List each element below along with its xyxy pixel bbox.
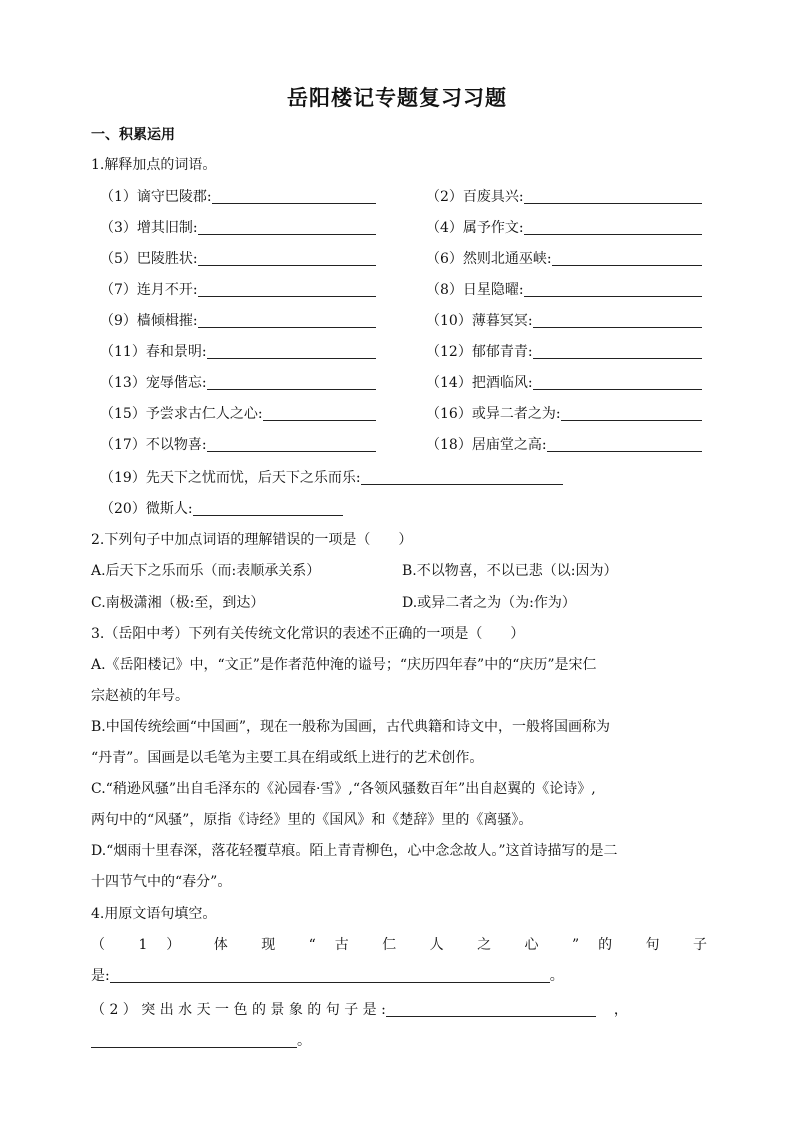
option-d-line-1: D.“烟雨十里春深，落花轻覆草痕。陌上青青柳色，心中念念故人。”这首诗描写的是二: [91, 843, 618, 859]
item-label: （16）或异二者之为:: [426, 406, 561, 422]
question-1-item: [426, 311, 702, 331]
answer-blank[interactable]: [91, 1033, 297, 1048]
item-label: （19）先天下之忧而忧，后天下之乐而乐:: [100, 470, 361, 486]
answer-blank[interactable]: [198, 282, 376, 297]
question-4-sentence-1-blank-line: [91, 966, 564, 986]
question-1-item: [426, 280, 702, 300]
item-label: （15）予尝求古仁人之心:: [100, 406, 263, 422]
option-c-line-2: 两句中的“风骚”，原指《诗经》里的《国风》和《楚辞》里的《离骚》。: [91, 812, 533, 828]
item-label: （14）把酒临风:: [426, 375, 533, 391]
answer-blank[interactable]: [533, 375, 702, 390]
answer-blank[interactable]: [524, 282, 702, 297]
item-label: （ 2 ） 突 出 水 天 一 色 的 景 象 的 句 子 是 :: [91, 1002, 386, 1018]
question-1-item: [100, 187, 376, 207]
answer-blank[interactable]: [207, 375, 376, 390]
question-1-item: [100, 311, 376, 331]
question-1-item: [100, 218, 376, 238]
answer-blank[interactable]: [524, 189, 702, 204]
option-a: A.后天下之乐而乐（而:表顺承关系）: [91, 563, 321, 579]
option-c: C.南极潇湘（极:至，到达）: [91, 595, 265, 611]
comma: ，: [613, 1002, 628, 1018]
question-1-item: [426, 373, 702, 393]
answer-blank[interactable]: [533, 313, 702, 328]
item-label: （13）宠辱偕忘:: [100, 375, 207, 391]
option-d-line-2: 十四节气中的“春分”。: [91, 874, 232, 890]
answer-blank[interactable]: [207, 344, 376, 359]
answer-blank[interactable]: [552, 251, 702, 266]
option-a-line-1: A.《岳阳楼记》中，“文正”是作者范仲淹的谥号；“庆历四年春”中的“庆历”是宋仁: [91, 657, 597, 673]
answer-blank[interactable]: [533, 344, 702, 359]
question-1-item: [426, 342, 702, 362]
item-label: （7）连月不开:: [100, 282, 198, 298]
item-label: （12）郁郁青青:: [426, 344, 533, 360]
question-1-item: [426, 187, 702, 207]
item-label: （6）然则北通巫峡:: [426, 251, 552, 267]
question-3-prompt: 3.（岳阳中考）下列有关传统文化常识的表述不正确的一项是（ ）: [91, 626, 525, 642]
question-1-item-19: [100, 468, 563, 488]
answer-blank[interactable]: [198, 313, 376, 328]
question-1-item: [426, 249, 702, 269]
item-label: （20）微斯人:: [100, 501, 193, 517]
answer-blank[interactable]: [212, 189, 376, 204]
item-label: （18）居庙堂之高:: [426, 437, 547, 453]
item-label: （3）增其旧制:: [100, 220, 198, 236]
option-a-line-2: 宗赵祯的年号。: [91, 688, 189, 704]
answer-blank[interactable]: [361, 470, 563, 485]
item-label: （2）百废具兴:: [426, 189, 524, 205]
section-heading: 一、积累运用: [91, 127, 175, 143]
answer-blank[interactable]: [263, 406, 376, 421]
item-label: （9）樯倾楫摧:: [100, 313, 198, 329]
question-4-sentence-2-continued: [91, 1031, 311, 1051]
question-1-item: [100, 342, 376, 362]
question-1-item: [100, 373, 376, 393]
period: 。: [297, 1033, 311, 1049]
option-d: D.或异二者之为（为:作为）: [402, 595, 576, 611]
answer-blank[interactable]: [386, 1002, 596, 1017]
answer-blank[interactable]: [524, 220, 702, 235]
question-4-sentence-2: [91, 1000, 628, 1020]
item-label: （11）春和景明:: [100, 344, 207, 360]
answer-blank[interactable]: [561, 406, 702, 421]
question-1-item: [100, 404, 376, 424]
option-b-line-1: B.中国传统绘画“中国画”，现在一般称为国画，古代典籍和诗文中，一般将国画称为: [91, 719, 611, 735]
question-1-prompt: 1.解释加点的词语。: [91, 157, 217, 173]
question-1-item: [100, 280, 376, 300]
item-label: （17）不以物喜:: [100, 437, 207, 453]
question-1-item: [426, 218, 702, 238]
item-label: （4）属予作文:: [426, 220, 524, 236]
period: 。: [549, 968, 564, 984]
question-4-sentence-1: （ 1 ） 体 现 “ 古 仁 人 之 心 ” 的 句 子: [91, 937, 707, 953]
item-label: （8）日星隐曜:: [426, 282, 524, 298]
option-b-line-2: “丹青”。国画是以毛笔为主要工具在绢或纸上进行的艺术创作。: [91, 750, 484, 766]
answer-blank[interactable]: [198, 251, 376, 266]
question-4-prompt: 4.用原文语句填空。: [91, 906, 217, 922]
question-1-item: [426, 404, 702, 424]
answer-blank[interactable]: [110, 968, 550, 983]
item-label: （10）薄暮冥冥:: [426, 313, 533, 329]
question-1-item: [426, 435, 702, 455]
answer-blank[interactable]: [198, 220, 376, 235]
page-title: 岳阳楼记专题复习习题: [287, 86, 507, 110]
answer-blank[interactable]: [193, 501, 343, 516]
item-label: （5）巴陵胜状:: [100, 251, 198, 267]
answer-blank[interactable]: [207, 437, 376, 452]
answer-blank[interactable]: [547, 437, 702, 452]
question-1-item: [100, 249, 376, 269]
item-label: 是:: [91, 968, 110, 984]
question-2-prompt: 2.下列句子中加点词语的理解错误的一项是（ ）: [91, 532, 413, 548]
question-1-item: [100, 435, 376, 455]
option-c-line-1: C.“稍逊风骚”出自毛泽东的《沁园春·雪》,“各领风骚数百年”出自赵翼的《论诗》,: [91, 781, 596, 797]
item-label: （1）谪守巴陵郡:: [100, 189, 212, 205]
question-1-item-20: [100, 499, 343, 519]
option-b: B.不以物喜，不以已悲（以:因为）: [402, 563, 618, 579]
